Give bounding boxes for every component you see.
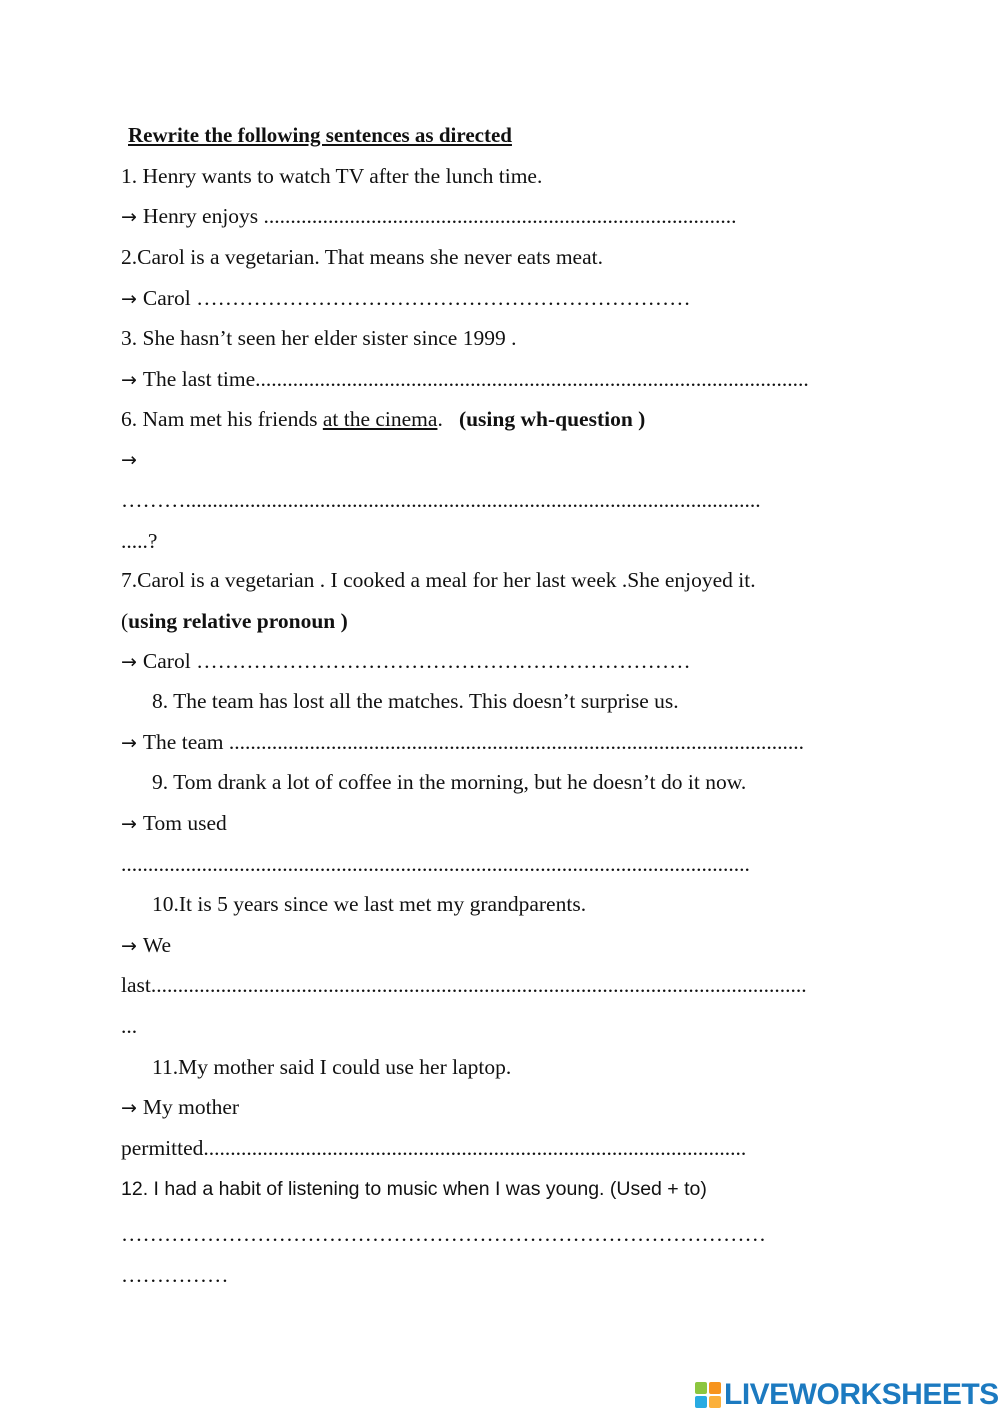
- question-11: 11.My mother said I could use her laptop.: [152, 1055, 512, 1079]
- answer-text: My mother: [142, 1095, 240, 1119]
- arrow-icon: →: [121, 206, 137, 228]
- answer-line-9: [121, 810, 227, 837]
- answer-dots-12: ………………………………………………………………………………: [121, 1222, 766, 1246]
- answer-text: The team ...........................................................................................................: [142, 730, 805, 754]
- question-7: 7.Carol is a vegetarian . I cooked a meal for her last week .She enjoyed it.: [121, 568, 756, 592]
- answer-line-7: [121, 648, 691, 675]
- answer-text: Tom used: [142, 811, 227, 835]
- arrow-icon: →: [121, 813, 137, 835]
- arrow-icon: →: [121, 449, 137, 471]
- logo-square-orange: [709, 1382, 721, 1394]
- answer-text: Henry enjoys ........................................................................................: [142, 204, 737, 228]
- arrow-icon: →: [121, 651, 137, 673]
- brand-name: LIVEWORKSHEETS: [724, 1378, 999, 1411]
- answer-line-2: [121, 285, 691, 312]
- answer-line-1: [121, 203, 737, 230]
- logo-square-green: [695, 1382, 707, 1394]
- answer-dots-10: last..........................................................................................................................: [121, 973, 807, 997]
- arrow-icon: →: [121, 369, 137, 391]
- logo-square-blue: [695, 1396, 707, 1408]
- liveworksheets-logo: [695, 1378, 999, 1412]
- answer-end-6: .....?: [121, 529, 158, 553]
- answer-text: Carol ……………………………………………………………: [142, 286, 691, 310]
- question-1: 1. Henry wants to watch TV after the lunch time.: [121, 164, 543, 188]
- logo-mark-icon: [695, 1382, 721, 1408]
- logo-square-yellow: [709, 1396, 721, 1408]
- answer-end-10: ...: [121, 1014, 138, 1038]
- answer-dots-6: ………...........................................................................................................: [121, 488, 761, 512]
- question-6-text: 6. Nam met his friends: [121, 407, 323, 431]
- paren: (: [121, 609, 129, 633]
- answer-end-12: ……………: [121, 1263, 229, 1287]
- question-2: 2.Carol is a vegetarian. That means she never eats meat.: [121, 245, 603, 269]
- answer-line-11: [121, 1094, 239, 1121]
- answer-line-10: [121, 932, 171, 959]
- answer-dots-11: permitted.....................................................................................................: [121, 1136, 747, 1160]
- question-12: 12. I had a habit of listening to music when I was young. (Used + to): [121, 1178, 707, 1200]
- question-3: 3. She hasn’t seen her elder sister since 1999 .: [121, 326, 517, 350]
- answer-text: Carol ……………………………………………………………: [142, 649, 691, 673]
- question-7-note: [121, 608, 348, 634]
- arrow-icon: →: [121, 935, 137, 957]
- question-9: 9. Tom drank a lot of coffee in the morning, but he doesn’t do it now.: [152, 770, 747, 794]
- question-8: 8. The team has lost all the matches. This doesn’t surprise us.: [152, 689, 679, 713]
- arrow-icon: →: [121, 1097, 137, 1119]
- arrow-icon: →: [121, 732, 137, 754]
- answer-dots-9: .....................................................................................................................: [121, 852, 750, 876]
- question-6-punct: .: [437, 407, 459, 431]
- question-6: [121, 406, 645, 432]
- instruction-note: (using wh-question ): [458, 407, 646, 431]
- answer-text: The last time.......................................................................................................: [142, 367, 809, 391]
- answer-text: We: [142, 933, 172, 957]
- answer-line-8: [121, 729, 804, 756]
- arrow-icon: →: [121, 288, 137, 310]
- question-10: 10.It is 5 years since we last met my grandparents.: [152, 892, 587, 916]
- instruction-note: using relative pronoun ): [128, 609, 348, 633]
- worksheet-title: Rewrite the following sentences as directed: [128, 123, 512, 147]
- answer-line-6: [121, 446, 143, 473]
- underlined-phrase: at the cinema: [322, 407, 438, 431]
- answer-line-3: [121, 366, 809, 393]
